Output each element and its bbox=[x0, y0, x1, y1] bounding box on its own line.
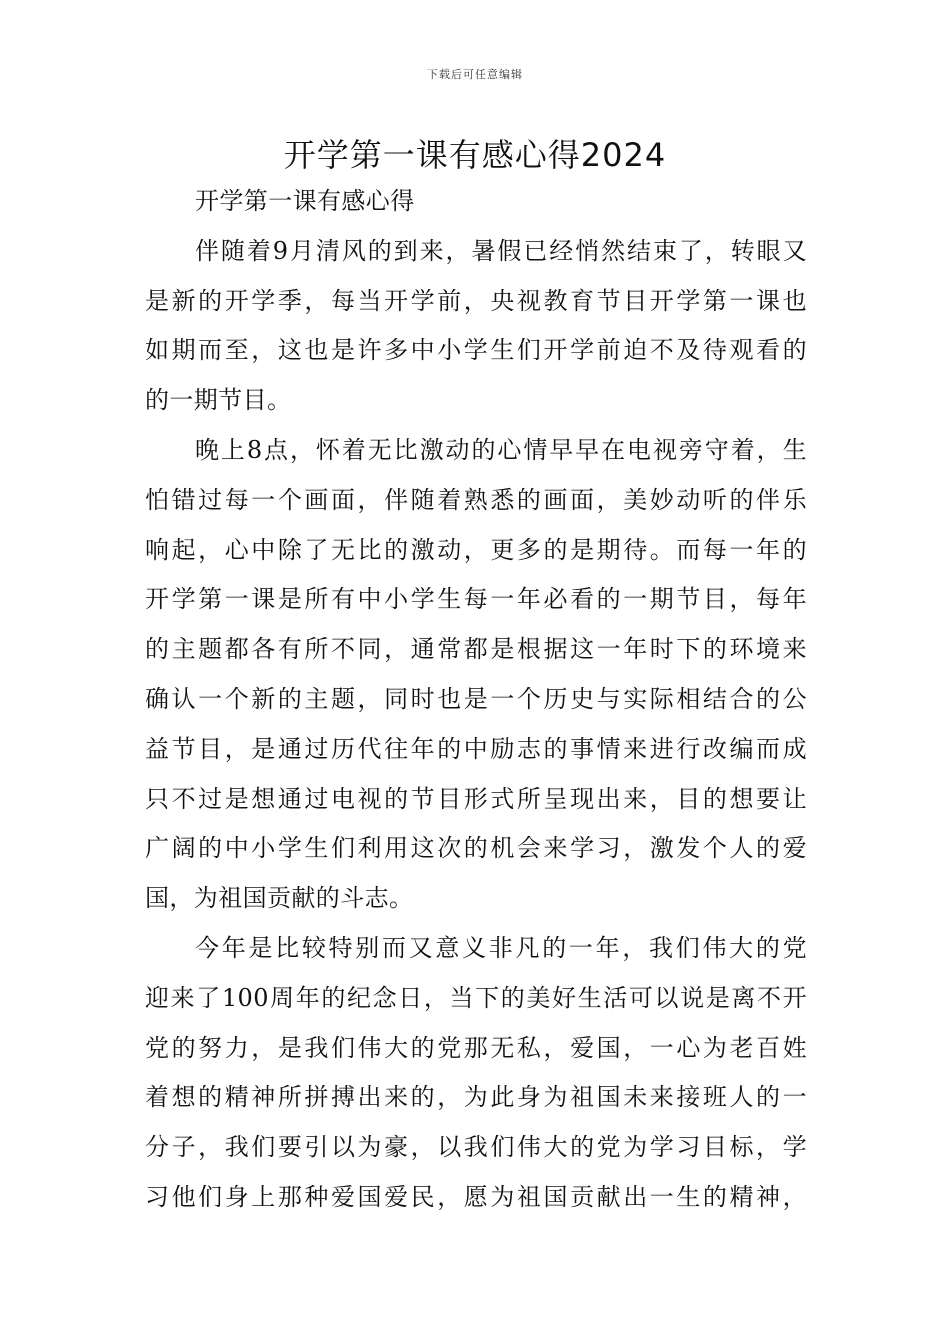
paragraph-1 bbox=[145, 227, 807, 426]
paragraph-line: 伴随着9月清风的到来，暑假已经悄然结束了，转眼又 bbox=[195, 236, 807, 265]
paragraph-line: 响起，心中除了无比的激动，更多的是期待。而每一年的 bbox=[145, 535, 807, 564]
paragraph-line: 只不过是想通过电视的节目形式所呈现出来，目的想要让 bbox=[145, 784, 807, 813]
paragraph-line: 晚上8点，怀着无比激动的心情早早在电视旁守着，生 bbox=[195, 435, 807, 464]
paragraph-line: 怕错过每一个画面，伴随着熟悉的画面，美妙动听的伴乐 bbox=[145, 485, 807, 514]
paragraph-line: 党的努力，是我们伟大的党那无私，爱国，一心为老百姓 bbox=[145, 1033, 807, 1062]
paragraph-line: 着想的精神所拼搏出来的，为此身为祖国未来接班人的一 bbox=[145, 1083, 807, 1112]
paragraph-line: 广阔的中小学生们利用这次的机会来学习，激发个人的爱 bbox=[145, 834, 807, 863]
paragraph-line: 的主题都各有所不同，通常都是根据这一年时下的环境来 bbox=[145, 635, 807, 664]
paragraph-line: 益节目，是通过历代往年的中励志的事情来进行改编而成 bbox=[145, 734, 807, 763]
paragraph-line: 分子，我们要引以为豪，以我们伟大的党为学习目标，学 bbox=[145, 1133, 807, 1162]
paragraph-line: 今年是比较特别而又意义非凡的一年，我们伟大的党 bbox=[195, 933, 807, 962]
paragraph-line: 如期而至，这也是许多中小学生们开学前迫不及待观看的 bbox=[145, 336, 807, 365]
document-body bbox=[145, 177, 807, 1223]
paragraph-line: 习他们身上那种爱国爱民，愿为祖国贡献出一生的精神， bbox=[145, 1182, 807, 1211]
document-subtitle: 开学第一课有感心得 bbox=[195, 187, 415, 215]
paragraph-line: 的一期节目。 bbox=[145, 386, 292, 415]
paragraph-3 bbox=[145, 924, 807, 1223]
header-note: 下载后可任意编辑 bbox=[427, 68, 523, 81]
paragraph-2 bbox=[145, 426, 807, 924]
document-title: 开学第一课有感心得2024 bbox=[283, 136, 667, 174]
paragraph-line: 国，为祖国贡献的斗志。 bbox=[145, 884, 414, 913]
paragraph-line: 是新的开学季，每当开学前，央视教育节目开学第一课也 bbox=[145, 286, 807, 315]
paragraph-line: 开学第一课是所有中小学生每一年必看的一期节目，每年 bbox=[145, 585, 807, 614]
paragraph-line: 迎来了100周年的纪念日，当下的美好生活可以说是离不开 bbox=[145, 983, 807, 1012]
paragraph-line: 确认一个新的主题，同时也是一个历史与实际相结合的公 bbox=[145, 684, 807, 713]
